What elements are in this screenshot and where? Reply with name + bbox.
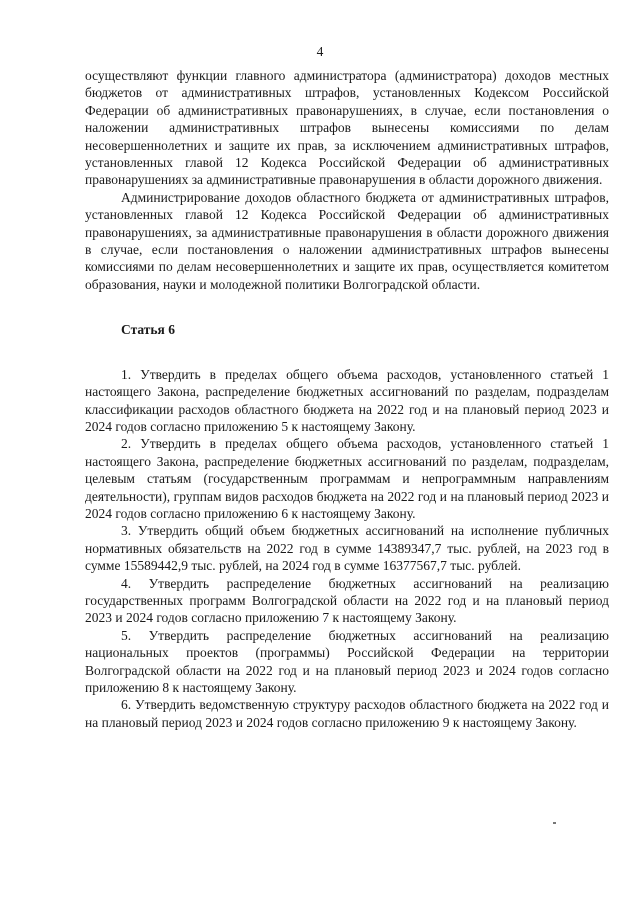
article-item-6: 6. Утвердить ведомственную структуру расходов областного бюджета на 2022 год и на плановый период 2023 и 2024 годов согласно приложению 9 к настоящему Закону.	[85, 697, 609, 730]
paragraph-administration: Администрирование доходов областного бюджета от административных штрафов, установленных главой 12 Кодекса Российской Федерации об административных правонарушениях, за административные правонарушения в области дорожного движения в случае, если постановления о наложении административных штрафов вынесены комиссиями по делам несовершеннолетних и защите их прав, осуществляется комитетом образования, науки и молодежной политики Волгоградской области.	[85, 189, 609, 292]
scan-speck	[553, 822, 556, 824]
article-item-5: 5. Утвердить распределение бюджетных ассигнований на реализацию национальных проектов (программы) Российской Федерации на территории Волгоградской области на 2022 год и на плановый период 2023 и 2024 годов согласно приложению 8 к настоящему Закону.	[85, 627, 609, 695]
article-item-1: 1. Утвердить в пределах общего объема расходов, установленного статьей 1 настоящего Закона, распределение бюджетных ассигнований по разделам, подразделам классификации расходов областного бюджета на 2022 год и на плановый период 2023 и 2024 годов согласно приложению 5 к настоящему Закону.	[85, 366, 609, 434]
article-heading: Статья 6	[121, 322, 175, 338]
document-body	[85, 67, 609, 731]
article-item-2: 2. Утвердить в пределах общего объема расходов, установленного статьей 1 настоящего Закона, распределение бюджетных ассигнований по разделам, подразделам, целевым статьям (государственным программам и непрограммным направлениям деятельности), группам видов расходов бюджета на 2022 год и на плановый период 2023 и 2024 годов согласно приложению 6 к настоящему Закону.	[85, 436, 609, 521]
paragraph-continuation: осуществляют функции главного администратора (администратора) доходов местных бюджетов от административных штрафов, установленных Кодексом Российской Федерации об административных правонарушениях, в случае, если постановления о наложении административных штрафов вынесены комиссиями по делам несовершеннолетних и защите их прав, за исключением административных штрафов, установленных главой 12 Кодекса Российской Федерации об административных правонарушениях за административные правонарушения в области дорожного движения.	[85, 68, 609, 188]
article-item-3: 3. Утвердить общий объем бюджетных ассигнований на исполнение публичных нормативных обязательств на 2022 год в сумме 14389347,7 тыс. рублей, на 2023 год в сумме 15589442,9 тыс. рублей, на 2024 год в сумме 16377567,7 тыс. рублей.	[85, 523, 609, 574]
article-item-4: 4. Утвердить распределение бюджетных ассигнований на реализацию государственных программ Волгоградской области на 2022 год и на плановый период 2023 и 2024 годов согласно приложению 7 к настоящему Закону.	[85, 575, 609, 626]
page-number: 4	[316, 44, 324, 59]
